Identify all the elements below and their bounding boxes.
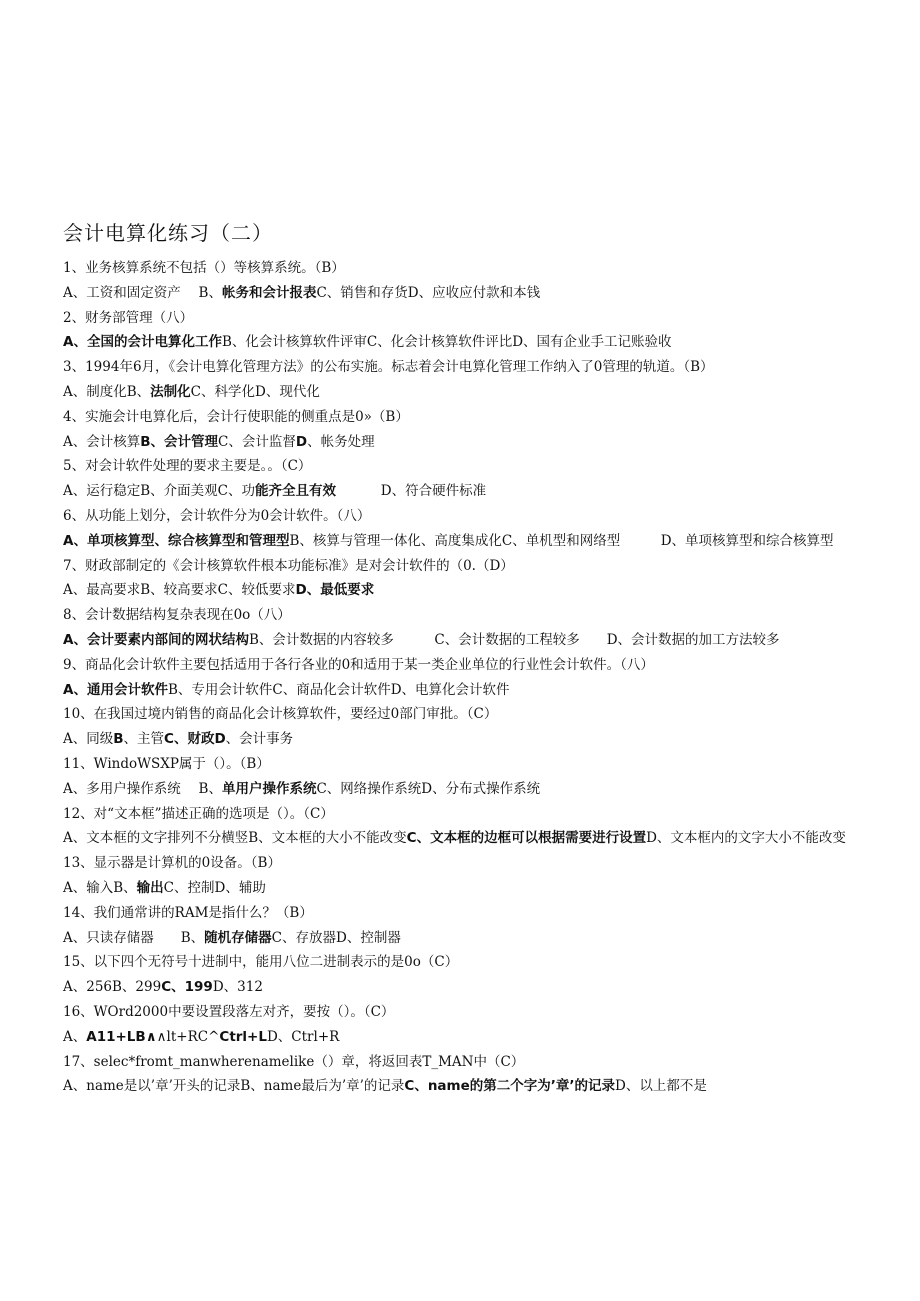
- text-line: [63, 454, 863, 479]
- line-text: C、控制D、辅助: [163, 879, 266, 896]
- bold-answer-text: A、全国的会计电算化工作: [63, 334, 222, 351]
- line-text: A、文本框的文字排列不分横竖B、文本框的大小不能改变: [63, 830, 407, 847]
- line-text: 1、业务核算系统不包括（）等核算系统。（B）: [63, 260, 345, 276]
- line-text: 11、WindoWSXP属于（）。（B）: [63, 755, 270, 772]
- text-line: [63, 578, 863, 603]
- text-line: [63, 380, 863, 405]
- text-line: [63, 777, 863, 802]
- line-text: A、最高要求B、较高要求C、较低要求: [63, 582, 296, 599]
- line-text: 8、会计数据结构复杂表现在0o（八）: [63, 607, 291, 624]
- line-text: 6、从功能上划分，会计软件分为0会计软件。（八）: [63, 507, 371, 524]
- document-page: [63, 218, 863, 1099]
- bold-answer-text: 单用户操作系统: [221, 780, 317, 797]
- line-text: B、会计数据的内容较多 C、会计数据的工程较多 D、会计数据的加工方法较多: [248, 631, 780, 648]
- bold-answer-text: 法制化: [150, 383, 191, 400]
- text-line: [63, 1025, 863, 1050]
- line-text: 14、我们通常讲的RAM是指什么？（B）: [63, 904, 313, 921]
- line-text: 3、1994年6月，《会计电算化管理方法》的公布实施。标志着会计电算化管理工作纳入了0管理的轨道。（B）: [63, 359, 714, 376]
- line-text: 12、对“文本框”描述正确的选项是（）。（C）: [63, 805, 334, 822]
- text-line: [63, 851, 863, 876]
- line-text: 2、财务部管理（八）: [63, 309, 194, 326]
- line-text: 15、以下四个无符号十进制中，能用八位二进制表示的是0o（C）: [63, 954, 459, 971]
- line-text: 7、财政部制定的《会计核算软件根本功能标准》是对会计软件的（0.（D）: [63, 557, 514, 574]
- line-text: D、312: [212, 979, 263, 996]
- text-line: [63, 826, 863, 851]
- line-text: A、name是以’章’开头的记录B、name最后为’章’的记录: [63, 1078, 405, 1095]
- line-text: A、工资和固定资产 B、: [63, 284, 222, 301]
- line-text: A、256B、299: [63, 979, 162, 996]
- line-text: A、运行稳定B、介面美观C、功: [63, 483, 255, 500]
- text-line: [63, 355, 863, 380]
- text-line: [63, 529, 863, 554]
- line-text: 9、商品化会计软件主要包括适用于各行各业的0和适用于某一类企业单位的行业性会计软件。（八）: [63, 656, 654, 673]
- line-text: 、帐务处理: [307, 433, 375, 450]
- line-text: C、网络操作系统D、分布式操作系统: [316, 780, 541, 797]
- bold-answer-text: Ctrl+L: [219, 1028, 267, 1045]
- text-line: [63, 554, 863, 579]
- text-line: [63, 1000, 863, 1025]
- bold-answer-text: C、财政D: [164, 731, 226, 748]
- document-body: [63, 256, 863, 1099]
- bold-answer-text: 输出: [136, 879, 164, 896]
- line-text: 13、显示器是计算机的0设备。（B）: [63, 855, 281, 872]
- line-text: 、主管: [123, 731, 165, 748]
- text-line: [63, 330, 863, 355]
- text-line: [63, 975, 863, 1000]
- text-line: [63, 504, 863, 529]
- bold-answer-text: C、199: [161, 979, 213, 996]
- line-text: D、以上都不是: [615, 1078, 707, 1095]
- text-line: [63, 802, 863, 827]
- line-text: 、会计事务: [225, 731, 294, 748]
- line-text: D、文本框内的文字大小不能改变: [646, 830, 846, 847]
- text-line: [63, 702, 863, 727]
- text-line: [63, 430, 863, 455]
- line-text: 5、对会计软件处理的要求主要是。。（C）: [63, 458, 312, 475]
- line-text: 10、在我国过境内销售的商品化会计核算软件，要经过0部门审批。（C）: [63, 706, 498, 723]
- line-text: B、核算与管理一体化、高度集成化C、单机型和网络型 D、单项核算型和综合核算型: [289, 532, 834, 549]
- text-line: [63, 603, 863, 628]
- line-text: 16、WOrd2000中要设置段落左对齐，要按（）。（C）: [63, 1003, 395, 1020]
- document-title: 会计电算化练习（二）: [63, 221, 273, 245]
- text-line: [63, 281, 863, 306]
- text-line: [63, 256, 863, 281]
- bold-answer-text: D: [295, 433, 308, 450]
- bold-answer-text: D、最低要求: [295, 582, 375, 599]
- text-line: [63, 876, 863, 901]
- line-text: C、存放器D、控制器: [271, 929, 401, 946]
- line-text: 4、实施会计电算化后，会计行使职能的侧重点是0»（B）: [63, 408, 409, 425]
- line-text: A、只读存储器 B、: [63, 929, 205, 946]
- line-text: D、符合硬件标准: [336, 483, 487, 500]
- text-line: [63, 479, 863, 504]
- bold-answer-text: B: [113, 731, 124, 748]
- line-text: C、会计监督: [218, 433, 296, 450]
- bold-answer-text: A、会计要素内部间的网状结构: [63, 631, 249, 648]
- line-text: A、制度化B、: [63, 383, 151, 400]
- bold-answer-text: B、会计管理: [140, 433, 219, 450]
- text-line: [63, 1050, 863, 1075]
- text-line: [63, 950, 863, 975]
- text-line: [63, 727, 863, 752]
- line-text: D、Ctrl+R: [266, 1028, 340, 1045]
- bold-answer-text: 能齐全且有效: [255, 483, 336, 500]
- bold-answer-text: 随机存储器: [204, 929, 272, 946]
- text-line: [63, 653, 863, 678]
- line-text: C、销售和存货D、应收应付款和本钱: [316, 284, 541, 301]
- line-text: A、会计核算: [63, 433, 141, 450]
- line-text: A、同级: [63, 731, 114, 748]
- text-line: [63, 901, 863, 926]
- bold-answer-text: C、文本框的边框可以根据需要进行设置: [406, 830, 647, 847]
- bold-answer-text: A、通用会计软件: [63, 681, 168, 698]
- text-line: [63, 306, 863, 331]
- line-text: B、专用会计软件C、商品化会计软件D、电算化会计软件: [167, 681, 510, 698]
- bold-answer-text: A11+LB∧: [86, 1028, 157, 1045]
- line-text: A、输入B、: [63, 879, 137, 896]
- line-text: 17、selec*fromt_manwherenamelike（）章，将返回表T_MAN中（C）: [63, 1053, 525, 1070]
- text-line: [63, 405, 863, 430]
- line-text: ∧lt+RC^: [156, 1028, 220, 1045]
- text-line: [63, 1074, 863, 1099]
- bold-answer-text: C、name的第二个字为’章’的记录: [404, 1078, 616, 1095]
- line-text: C、科学化D、现代化: [190, 383, 320, 400]
- text-line: [63, 752, 863, 777]
- text-line: [63, 628, 863, 653]
- bold-answer-text: A、单项核算型、综合核算型和管理型: [63, 532, 290, 549]
- bold-answer-text: 帐务和会计报表: [221, 284, 317, 301]
- line-text: A、: [63, 1028, 87, 1045]
- text-line: [63, 678, 863, 703]
- line-text: A、多用户操作系统 B、: [63, 780, 222, 797]
- text-line: [63, 926, 863, 951]
- line-text: B、化会计核算软件评审C、化会计核算软件评比D、国有企业手工记账验收: [221, 334, 672, 351]
